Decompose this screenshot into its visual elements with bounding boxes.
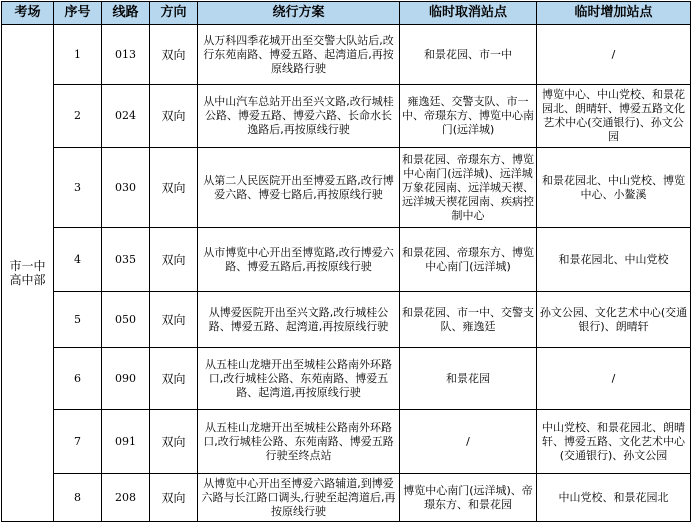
row-line: 090: [102, 348, 150, 410]
row-number: 5: [54, 292, 102, 348]
header-detour-plan: 绕行方案: [198, 2, 400, 25]
row-direction: 双向: [150, 25, 198, 85]
row-detour-plan: 从博爱医院开出至兴文路,改行城桂公路、博爱五路、起湾道,再按原线行驶: [198, 292, 400, 348]
row-added-stops: 中山党校、和景花园北: [537, 474, 691, 522]
row-line: 208: [102, 474, 150, 522]
row-direction: 双向: [150, 348, 198, 410]
row-detour-plan: 从中山汽车总站开出至兴文路,改行城桂公路、博爱五路、博爱六路、长命水长逸路后,再按原线行驶: [198, 85, 400, 148]
table-row: [2, 148, 691, 228]
row-line: 030: [102, 148, 150, 228]
table-row: [2, 25, 691, 85]
row-line: 013: [102, 25, 150, 85]
table-row: [2, 410, 691, 474]
row-added-stops: 和景花园北、中山党校、博览中心、小鳌溪: [537, 148, 691, 228]
row-detour-plan: 从第二人民医院开出至博爱五路,改行博爱六路、博爱七路后,再按原线行驶: [198, 148, 400, 228]
row-cancelled-stops: 博览中心南门(远洋城)、帝璟东方、和景花园: [400, 474, 537, 522]
row-detour-plan: 从博览中心开出至博爱六路辅道,到博爱六路与长江路口调头,行驶至起湾道后,再按原线行驶: [198, 474, 400, 522]
row-direction: 双向: [150, 85, 198, 148]
row-number: 7: [54, 410, 102, 474]
row-added-stops: 中山党校、和景花园北、朗晴轩、博爱五路、文化艺术中心(交通银行)、孙文公园: [537, 410, 691, 474]
row-added-stops: /: [537, 25, 691, 85]
row-added-stops: 和景花园北、中山党校: [537, 228, 691, 292]
table-header-row: [2, 2, 691, 25]
row-detour-plan: 从五桂山龙塘开出至城桂公路南外环路口,改行城桂公路、东苑南路、博爱五路、起湾道,再按原线行驶: [198, 348, 400, 410]
table-row: [2, 474, 691, 522]
row-added-stops: /: [537, 348, 691, 410]
exam-site-cell: 市一中高中部: [2, 25, 54, 522]
row-detour-plan: 从市博览中心开出至博览路,改行博爱六路、博爱五路后,再按原线行驶: [198, 228, 400, 292]
table-row: [2, 85, 691, 148]
row-number: 6: [54, 348, 102, 410]
row-direction: 双向: [150, 292, 198, 348]
row-cancelled-stops: /: [400, 410, 537, 474]
bus-detour-table: [1, 1, 691, 522]
row-line: 024: [102, 85, 150, 148]
row-line: 091: [102, 410, 150, 474]
row-added-stops: 孙文公园、文化艺术中心(交通银行)、朗晴轩: [537, 292, 691, 348]
row-cancelled-stops: 雍逸廷、交警支队、市一中、帝璟东方、博览中心南门(远洋城): [400, 85, 537, 148]
row-direction: 双向: [150, 148, 198, 228]
table-row: [2, 348, 691, 410]
header-direction: 方向: [150, 2, 198, 25]
table-row: [2, 292, 691, 348]
row-direction: 双向: [150, 228, 198, 292]
header-number: 序号: [54, 2, 102, 25]
row-number: 1: [54, 25, 102, 85]
row-direction: 双向: [150, 410, 198, 474]
row-line: 035: [102, 228, 150, 292]
row-cancelled-stops: 和景花园、帝璟东方、博览中心南门(远洋城)、远洋城万象花园南、远洋城天禊、远洋城天禊花园南、疾病控制中心: [400, 148, 537, 228]
row-number: 8: [54, 474, 102, 522]
header-exam-site: 考场: [2, 2, 54, 25]
row-direction: 双向: [150, 474, 198, 522]
row-cancelled-stops: 和景花园、市一中、交警支队、雍逸廷: [400, 292, 537, 348]
row-detour-plan: 从五桂山龙塘开出至城桂公路南外环路口,改行城桂公路、东苑南路、博爱五路行驶至终点站: [198, 410, 400, 474]
row-cancelled-stops: 和景花园、帝璟东方、博览中心南门(远洋城): [400, 228, 537, 292]
row-cancelled-stops: 和景花园、市一中: [400, 25, 537, 85]
row-number: 2: [54, 85, 102, 148]
row-number: 4: [54, 228, 102, 292]
header-line: 线路: [102, 2, 150, 25]
row-added-stops: 博览中心、中山党校、和景花园北、朗晴轩、博爱五路文化艺术中心(交通银行)、孙文公园: [537, 85, 691, 148]
header-added-stops: 临时增加站点: [537, 2, 691, 25]
row-cancelled-stops: 和景花园: [400, 348, 537, 410]
header-cancelled-stops: 临时取消站点: [400, 2, 537, 25]
table-row: [2, 228, 691, 292]
row-number: 3: [54, 148, 102, 228]
row-line: 050: [102, 292, 150, 348]
row-detour-plan: 从万科四季花城开出至交警大队站后,改行东苑南路、博爱五路、起湾道后,再按原线路行驶: [198, 25, 400, 85]
